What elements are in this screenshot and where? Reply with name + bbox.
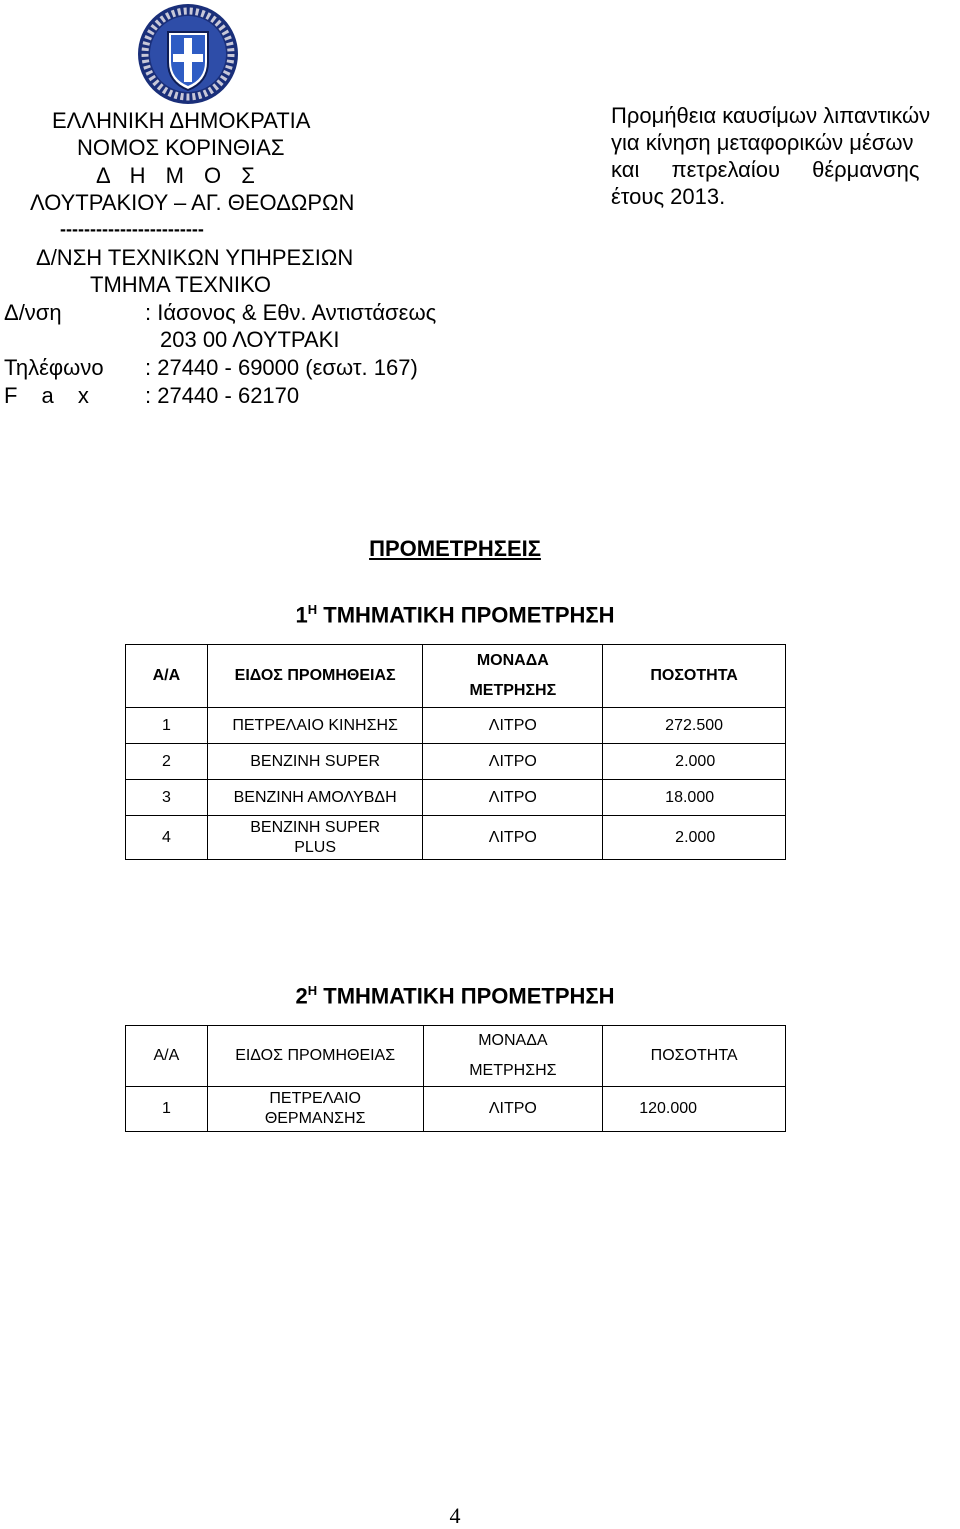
subject-line: Προμήθεια καυσίμων λιπαντικών	[611, 103, 931, 128]
cell-aa: 1	[126, 708, 208, 744]
table-row	[126, 1087, 786, 1132]
cell-item: ΠΕΤΡΕΛΑΙΟ ΘΕΡΜΑΝΣΗΣ	[207, 1087, 423, 1132]
cell-aa: 1	[126, 1087, 208, 1132]
header-org-line: ΕΛΛΗΝΙΚΗ ΔΗΜΟΚΡΑΤΙΑ	[52, 108, 311, 133]
header-org-line: Δ Η Μ Ο Σ	[96, 163, 262, 188]
cell-unit: ΛΙΤΡΟ	[423, 780, 603, 816]
cell-qty: 272.500	[603, 708, 786, 744]
fax-value: : 27440 - 62170	[145, 383, 300, 408]
page-title: ΠΡΟΜΕΤΡΗΣΕΙΣ	[369, 536, 541, 561]
cell-item: ΒΕΝΖΙΝΗ SUPER	[207, 744, 423, 780]
greek-coat-of-arms-icon	[135, 2, 241, 106]
page-number: 4	[449, 1503, 461, 1528]
subject-line: και πετρελαίου θέρμανσης	[611, 157, 920, 182]
cell-qty: 2.000	[603, 744, 786, 780]
subject-block	[611, 102, 957, 210]
header-unit: ΜΟΝΑΔΑ ΜΕΤΡΗΣΗΣ	[423, 645, 603, 708]
cell-qty: 18.000	[603, 780, 786, 816]
cell-item: ΠΕΤΡΕΛΑΙΟ ΚΙΝΗΣΗΣ	[207, 708, 423, 744]
cell-aa: 2	[126, 744, 208, 780]
cell-qty: 120.000	[603, 1087, 786, 1132]
section2-table	[125, 1025, 786, 1132]
section2-title: $2^H$ ΤΜΗΜΑΤΙΚΗ ΠΡΟΜΕΤΡΗΣΗ	[295, 983, 615, 1009]
header-qty: ΠΟΣΟΤΗΤΑ	[603, 1026, 786, 1087]
table-row	[126, 816, 786, 860]
table-row	[126, 744, 786, 780]
fax-label: F a x	[4, 383, 98, 408]
subject-line: για κίνηση μεταφορικών μέσων	[611, 130, 914, 155]
cell-unit: ΛΙΤΡΟ	[423, 816, 603, 860]
header-qty: ΠΟΣΟΤΗΤΑ	[603, 645, 786, 708]
phone-value: : 27440 - 69000 (εσωτ. 167)	[145, 355, 418, 380]
table-row	[126, 708, 786, 744]
address-label: Δ/νση	[4, 300, 62, 325]
cell-unit: ΛΙΤΡΟ	[423, 708, 603, 744]
header-org-line: Δ/ΝΣΗ ΤΕΧΝΙΚΩΝ ΥΠΗΡΕΣΙΩΝ	[36, 245, 354, 270]
cell-unit: ΛΙΤΡΟ	[423, 744, 603, 780]
header-item: ΕΙΔΟΣ ΠΡΟΜΗΘΕΙΑΣ	[207, 1026, 423, 1087]
subject-line: έτους 2013.	[611, 184, 726, 209]
phone-label: Τηλέφωνο	[4, 355, 104, 380]
header-aa: Α/Α	[126, 1026, 208, 1087]
header-org-line: ΝΟΜΟΣ ΚΟΡΙΝΘΙΑΣ	[77, 135, 285, 160]
cell-unit: ΛΙΤΡΟ	[423, 1087, 603, 1132]
cell-aa: 4	[126, 816, 208, 860]
header-item: ΕΙΔΟΣ ΠΡΟΜΗΘΕΙΑΣ	[207, 645, 423, 708]
header-aa: Α/Α	[126, 645, 208, 708]
cell-aa: 3	[126, 780, 208, 816]
table-header-row	[126, 645, 786, 708]
section1-title: $1^H$ ΤΜΗΜΑΤΙΚΗ ΠΡΟΜΕΤΡΗΣΗ	[295, 602, 615, 628]
header-org-line: ΛΟΥΤΡΑΚΙΟΥ – ΑΓ. ΘΕΟΔΩΡΩΝ	[30, 190, 355, 215]
cell-qty: 2.000	[603, 816, 786, 860]
header-org-line: ΤΜΗΜΑ ΤΕΧΝΙΚΟ	[90, 272, 272, 297]
section1-table	[125, 644, 786, 860]
cell-item: ΒΕΝΖΙΝΗ SUPER PLUS	[207, 816, 423, 860]
header-divider: ------------------------	[60, 219, 204, 239]
address-value: : Ιάσονος & Εθν. Αντιστάσεως	[145, 300, 437, 325]
header-unit: ΜΟΝΑΔΑ ΜΕΤΡΗΣΗΣ	[423, 1026, 603, 1087]
table-row	[126, 780, 786, 816]
postal-line: 203 00 ΛΟΥΤΡΑΚΙ	[160, 327, 340, 352]
cell-item: ΒΕΝΖΙΝΗ ΑΜΟΛΥΒΔΗ	[207, 780, 423, 816]
table-header-row	[126, 1026, 786, 1087]
